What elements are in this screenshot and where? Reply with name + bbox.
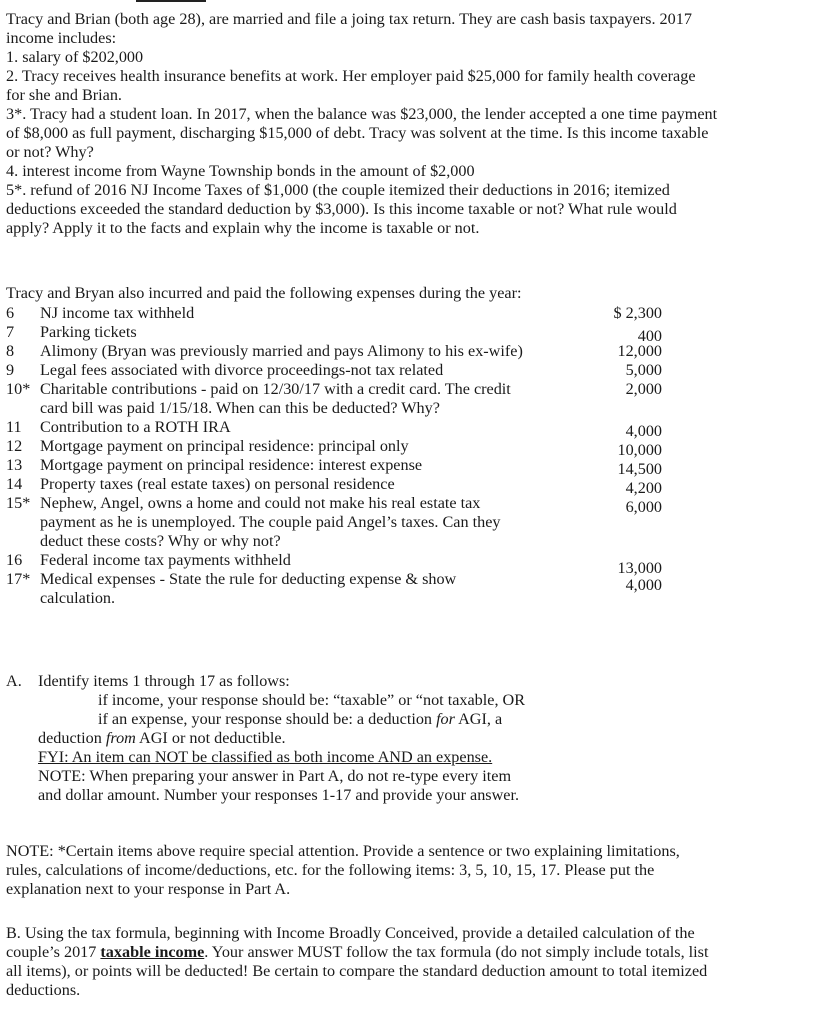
expense-list <box>6 304 796 608</box>
intro-section <box>6 10 796 238</box>
income-item: or not? Why? <box>6 143 94 161</box>
expense-amount: 4,000 <box>625 576 662 594</box>
part-a-line: if income, your response should be: “taxable” or “not taxable, OR <box>98 691 526 709</box>
part-b-line: deductions. <box>6 981 81 999</box>
expense-row <box>6 342 796 361</box>
part-a-line: Identify items 1 through 17 as follows: <box>38 672 290 690</box>
expense-row <box>6 304 796 323</box>
special-attention-note <box>6 842 776 899</box>
expense-amount: 4,000 <box>625 422 662 440</box>
expense-description: Mortgage payment on principal residence: interest expense <box>40 456 423 474</box>
part-b-line: B. Using the tax formula, beginning with Income Broadly Conceived, provide a detailed calculation of the <box>6 924 695 942</box>
income-item: 3*. Tracy had a student loan. In 2017, when the balance was $23,000, the lender accepted a one time payment <box>6 105 718 123</box>
expense-description: card bill was paid 1/15/18. When can this be deducted? Why? <box>40 399 440 417</box>
taxable-income-term: taxable income <box>100 943 205 961</box>
income-item: 2. Tracy receives health insurance benefits at work. Her employer paid $25,000 for family health coverage <box>6 67 696 85</box>
expense-description: payment as he is unemployed. The couple paid Angel’s taxes. Can they <box>40 513 501 531</box>
expense-row <box>6 494 796 551</box>
expense-description: Charitable contributions - paid on 12/30/17 with a credit card. The credit <box>40 380 511 398</box>
part-a-line: if an expense, your response should be: a deduction for AGI, a <box>98 710 503 728</box>
expense-amount: 6,000 <box>625 498 662 516</box>
part-b-line: couple’s 2017 taxable income. Your answer MUST follow the tax formula (do not simply include totals, list <box>6 943 709 961</box>
expense-description: Legal fees associated with divorce proceedings-not tax related <box>40 361 444 379</box>
expense-description: Nephew, Angel, owns a home and could not make his real estate tax <box>40 494 481 512</box>
expense-row <box>6 551 796 577</box>
expense-amount: 13,000 <box>617 559 662 577</box>
part-a-label: A. <box>6 672 22 690</box>
part-b-line: all items), or points will be deducted! Be certain to compare the standard deduction amount to total itemized <box>6 962 708 980</box>
income-item: 4. interest income from Wayne Township bonds in the amount of $2,000 <box>6 162 475 180</box>
expense-number: 9 <box>6 361 15 379</box>
expense-amount: 5,000 <box>625 361 662 379</box>
expense-row <box>6 437 796 459</box>
expense-row <box>6 418 796 440</box>
expense-amount: 14,500 <box>617 460 662 478</box>
income-item: of $8,000 as full payment, discharging $15,000 of debt. Tracy was solvent at the time. Is this income taxable <box>6 124 709 142</box>
note-line: rules, calculations of income/deductions, etc. for the following items: 3, 5, 10, 15, 17. Please put the <box>6 861 655 879</box>
expense-number: 16 <box>6 551 23 569</box>
expense-amount: 2,000 <box>625 380 662 398</box>
expense-number: 8 <box>6 342 15 360</box>
expense-description: Parking tickets <box>40 323 137 341</box>
expense-description: NJ income tax withheld <box>40 304 195 322</box>
expense-number: 10* <box>6 380 31 398</box>
note-line: explanation next to your response in Part A. <box>6 880 291 898</box>
intro-line: income includes: <box>6 29 117 47</box>
expense-amount: 12,000 <box>617 342 662 360</box>
intro-line: Tracy and Brian (both age 28), are married and file a joing tax return. They are cash basis taxpayers. 2017 <box>6 10 692 28</box>
expense-description: calculation. <box>40 589 116 607</box>
part-a-line: NOTE: When preparing your answer in Part A, do not re-type every item <box>38 767 512 785</box>
income-item: 1. salary of $202,000 <box>6 48 144 66</box>
expense-row <box>6 361 796 380</box>
expense-number: 14 <box>6 475 23 493</box>
expense-row <box>6 570 796 608</box>
income-item: 5*. refund of 2016 NJ Income Taxes of $1,000 (the couple itemized their deductions in 2016; itemized <box>6 181 670 199</box>
income-item: deductions exceeded the standard deduction by $3,000). Is this income taxable or not? What rule would <box>6 200 677 218</box>
part-b <box>6 924 796 1000</box>
expense-amount: 4,200 <box>625 479 662 497</box>
expense-description: Alimony (Bryan was previously married and pays Alimony to his ex-wife) <box>40 342 523 360</box>
expense-description: deduct these costs? Why or why not? <box>40 532 281 550</box>
expense-number: 17* <box>6 570 31 588</box>
expense-description: Contribution to a ROTH IRA <box>40 418 231 436</box>
income-item: apply? Apply it to the facts and explain why the income is taxable or not. <box>6 219 480 237</box>
expense-amount: 10,000 <box>617 441 662 459</box>
note-line: NOTE: *Certain items above require special attention. Provide a sentence or two explaining limitations, <box>6 842 680 860</box>
expense-row <box>6 475 796 497</box>
expense-number: 13 <box>6 456 23 474</box>
expense-row <box>6 323 796 345</box>
expense-row <box>6 380 796 418</box>
expense-number: 12 <box>6 437 23 455</box>
top-rule <box>136 0 206 2</box>
expense-number: 11 <box>6 418 22 436</box>
expense-amount: 400 <box>637 327 662 345</box>
income-item: for she and Brian. <box>6 86 122 104</box>
fyi-line: FYI: An item can NOT be classified as both income AND an expense. <box>38 748 493 766</box>
expense-amount: $ 2,300 <box>613 304 662 322</box>
expense-number: 7 <box>6 323 15 341</box>
expense-description: Mortgage payment on principal residence: principal only <box>40 437 409 455</box>
expenses-heading: Tracy and Bryan also incurred and paid the following expenses during the year: <box>6 284 522 302</box>
expense-row <box>6 456 796 478</box>
expense-description: Medical expenses - State the rule for deducting expense & show <box>40 570 457 588</box>
part-a-line: and dollar amount. Number your responses 1-17 and provide your answer. <box>38 786 520 804</box>
expense-description: Property taxes (real estate taxes) on personal residence <box>40 475 395 493</box>
expense-description: Federal income tax payments withheld <box>40 551 291 569</box>
part-a-line: deduction from AGI or not deductible. <box>38 729 286 747</box>
part-a <box>6 672 796 805</box>
expense-number: 6 <box>6 304 15 322</box>
expense-number: 15* <box>6 494 31 512</box>
